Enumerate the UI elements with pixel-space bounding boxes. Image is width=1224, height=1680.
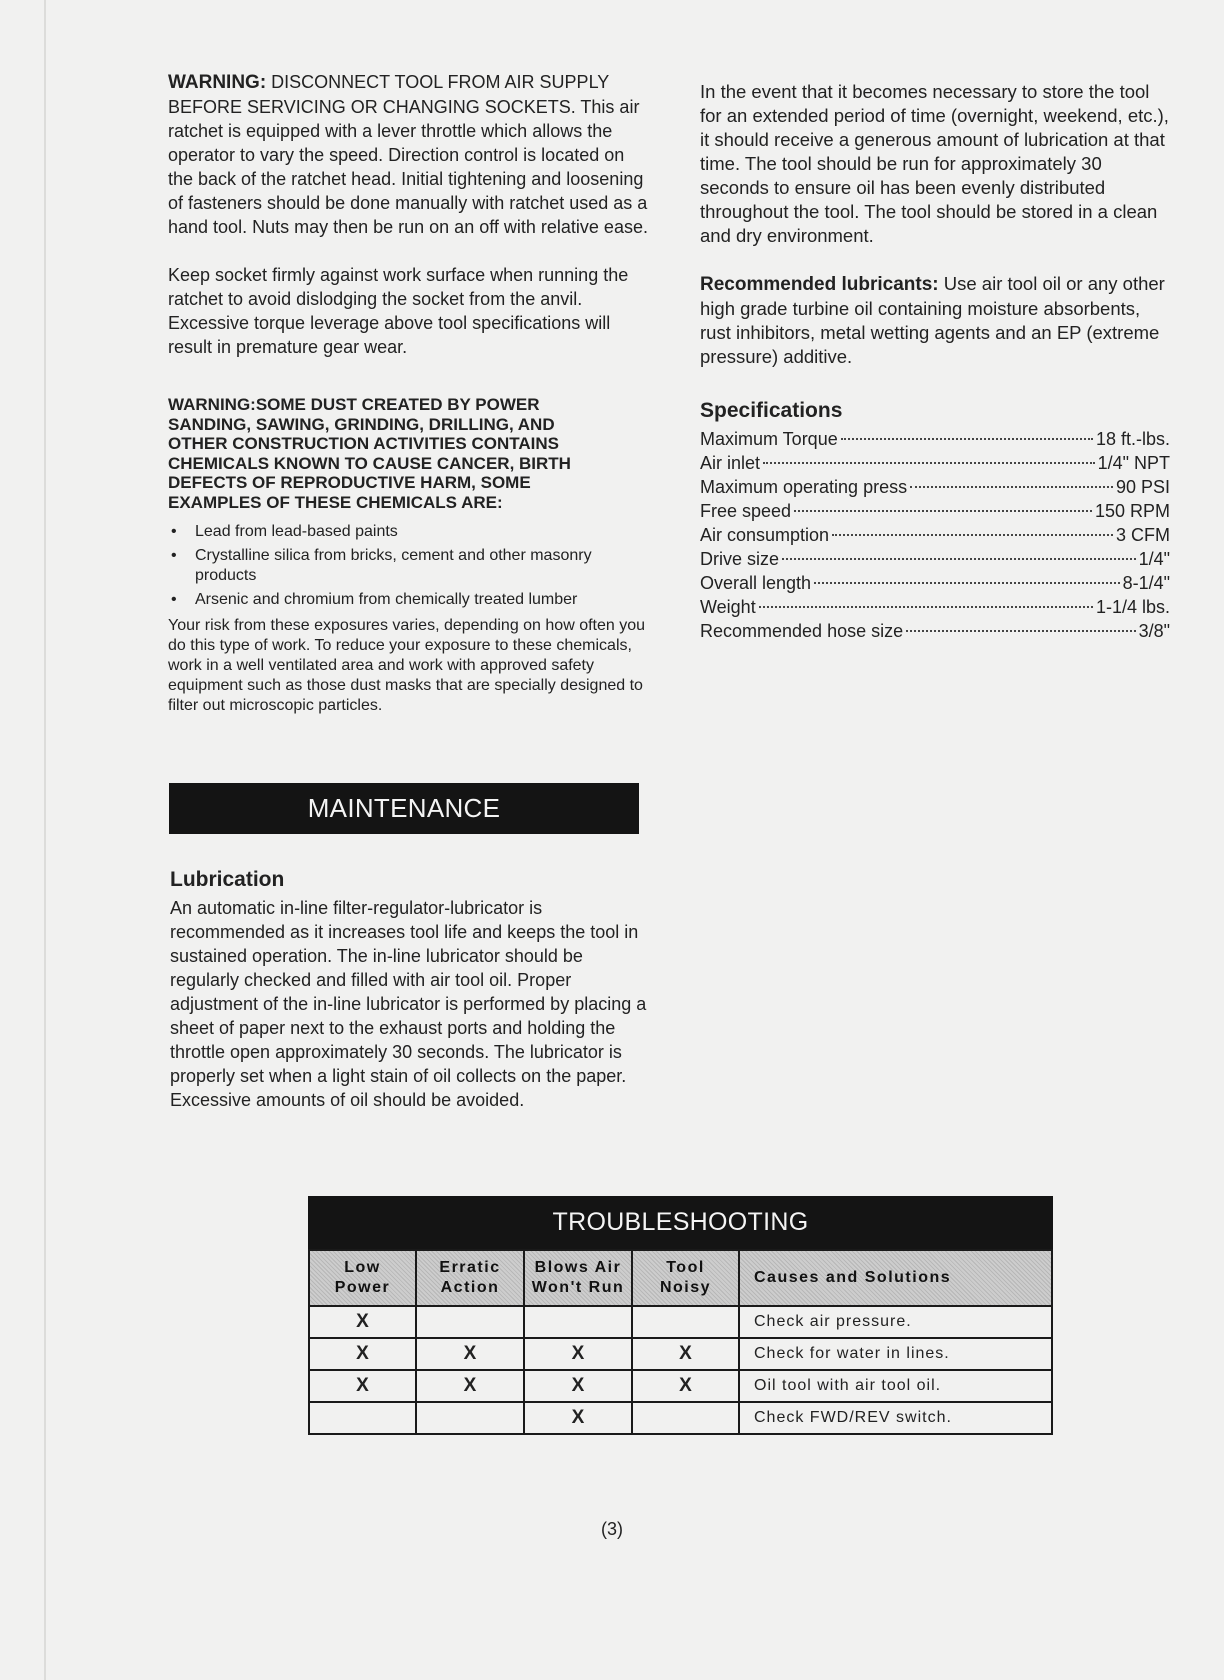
troubleshooting-table bbox=[308, 1249, 1053, 1435]
warning-paragraph bbox=[168, 70, 648, 239]
spec-value: 8-1/4" bbox=[1122, 573, 1170, 593]
table-cell: X bbox=[632, 1338, 739, 1370]
hazard-list bbox=[168, 522, 648, 610]
table-cell: X bbox=[416, 1338, 524, 1370]
spec-value: 150 RPM bbox=[1094, 501, 1170, 521]
bullet-icon: • bbox=[171, 591, 177, 608]
column-header: Erratic Action bbox=[416, 1250, 524, 1306]
spec-value: 3 CFM bbox=[1116, 525, 1170, 545]
spec-row bbox=[700, 619, 1170, 643]
dot-leader bbox=[759, 606, 1093, 608]
table-cell: X bbox=[632, 1370, 739, 1402]
spec-row bbox=[700, 427, 1170, 451]
hazard-item-text: Arsenic and chromium from chemically treated lumber bbox=[195, 591, 578, 608]
spec-row bbox=[700, 547, 1170, 571]
table-row bbox=[309, 1402, 1052, 1434]
troubleshooting-title: TROUBLESHOOTING bbox=[308, 1196, 1053, 1249]
spec-value: 1/4" NPT bbox=[1097, 453, 1170, 473]
solution-cell: Check for water in lines. bbox=[739, 1338, 1052, 1370]
spec-row bbox=[700, 451, 1170, 475]
spec-name: Weight bbox=[700, 597, 756, 617]
dot-leader bbox=[794, 510, 1092, 512]
warning-body-text: This air ratchet is equipped with a lever throttle which allows the operator to vary the speed. Direction control is located on the back of the ratchet head. Initial tightening and loosening of fasteners should be done manually with ratchet used as a hand tool. Nuts may then be run on an off with relative ease. bbox=[168, 97, 648, 237]
warning-caps-text: DISCONNECT TOOL FROM AIR SUPPLY BEFORE SERVICING OR CHANGING SOCKETS. bbox=[168, 72, 609, 117]
column-header: Blows Air Won't Run bbox=[524, 1250, 632, 1306]
hazard-warning-heading: WARNING:SOME DUST CREATED BY POWER SANDING, SAWING, GRINDING, DRILLING, AND OTHER CONSTRUCTION ACTIVITIES CONTAINS CHEMICALS KNOWN TO CAUSE CANCER, BIRTH DEFECTS OF REPRODUCTIVE HARM, SOME EXAMPLES OF THESE CHEMICALS ARE: bbox=[168, 395, 571, 512]
table-cell: X bbox=[309, 1306, 416, 1338]
lubricants-label: Recommended lubricants: bbox=[700, 274, 939, 295]
specifications-list bbox=[700, 427, 1170, 643]
table-cell: X bbox=[309, 1338, 416, 1370]
solution-cell: Check air pressure. bbox=[739, 1306, 1052, 1338]
spec-name: Air inlet bbox=[700, 453, 761, 473]
storage-paragraph: In the event that it becomes necessary to store the tool for an extended period of time (overnight, weekend, etc.), it should receive a generous amount of lubrication at that time. The tool should be run for approximately 30 seconds to ensure oil has been evenly distributed throughout the tool. The tool should be stored in a clean and dry environment. bbox=[700, 81, 1169, 246]
table-cell bbox=[632, 1402, 739, 1434]
page-fold-line bbox=[44, 0, 46, 1680]
spec-value: 1/4" bbox=[1138, 549, 1170, 569]
dot-leader bbox=[763, 462, 1095, 464]
specifications-title: Specifications bbox=[700, 399, 843, 422]
table-cell bbox=[416, 1306, 524, 1338]
lubrication-paragraph: An automatic in-line filter-regulator-lubricator is recommended as it increases tool life and keeps the tool in sustained operation. The in-line lubricator should be regularly checked and filled with air tool oil. Proper adjustment of the in-line lubricator is performed by placing a sheet of paper next to the exhaust ports and holding the throttle open approximately 30 seconds. The lubricator is properly set when a light stain of oil collects on the paper. Excessive amounts of oil should be avoided. bbox=[170, 898, 647, 1110]
lubrication-section bbox=[170, 868, 650, 1112]
hazard-item-text: Lead from lead-based paints bbox=[195, 523, 398, 540]
page-number: (3) bbox=[601, 1519, 623, 1539]
spec-name: Drive size bbox=[700, 549, 780, 569]
table-row bbox=[309, 1338, 1052, 1370]
table-cell: X bbox=[524, 1370, 632, 1402]
lubricants-paragraph bbox=[700, 272, 1170, 369]
dot-leader bbox=[782, 558, 1136, 560]
solution-cell: Check FWD/REV switch. bbox=[739, 1402, 1052, 1434]
table-cell: X bbox=[309, 1370, 416, 1402]
dot-leader bbox=[910, 486, 1113, 488]
table-cell bbox=[524, 1306, 632, 1338]
table-cell: X bbox=[524, 1402, 632, 1434]
lubricants-text: Use air tool oil or any other high grade turbine oil containing moisture absorbents, rust inhibitors, metal wetting agents and an EP (extreme pressure) additive. bbox=[700, 273, 1165, 367]
spec-row bbox=[700, 571, 1170, 595]
spec-row bbox=[700, 523, 1170, 547]
column-header: Tool Noisy bbox=[632, 1250, 739, 1306]
risk-paragraph: Your risk from these exposures varies, depending on how often you do this type of work. To reduce your exposure to these chemicals, work in a well ventilated area and work with approved safety equipment such as those dust masks that are specially designed to filter out microscopic particles. bbox=[168, 617, 646, 714]
solution-cell: Oil tool with air tool oil. bbox=[739, 1370, 1052, 1402]
dot-leader bbox=[814, 582, 1120, 584]
spec-value: 3/8" bbox=[1138, 621, 1170, 641]
table-cell bbox=[632, 1306, 739, 1338]
column-header: Low Power bbox=[309, 1250, 416, 1306]
hazard-item-text: Crystalline silica from bricks, cement and other masonry products bbox=[195, 547, 592, 584]
list-item bbox=[168, 522, 648, 542]
spec-value: 18 ft.-lbs. bbox=[1095, 429, 1170, 449]
spec-row bbox=[700, 595, 1170, 619]
spec-name: Maximum Torque bbox=[700, 429, 838, 449]
spec-row bbox=[700, 475, 1170, 499]
spec-name: Recommended hose size bbox=[700, 621, 904, 641]
maintenance-banner: MAINTENANCE bbox=[169, 783, 639, 834]
warning-label: WARNING: bbox=[168, 72, 267, 93]
table-header-row bbox=[309, 1250, 1052, 1306]
bullet-icon: • bbox=[171, 523, 177, 540]
lubrication-title: Lubrication bbox=[170, 868, 285, 891]
right-column bbox=[700, 80, 1170, 643]
causes-header: Causes and Solutions bbox=[739, 1250, 1052, 1306]
table-row bbox=[309, 1370, 1052, 1402]
bullet-icon: • bbox=[171, 547, 177, 564]
table-cell: X bbox=[416, 1370, 524, 1402]
spec-name: Overall length bbox=[700, 573, 812, 593]
spec-name: Free speed bbox=[700, 501, 792, 521]
spec-name: Air consumption bbox=[700, 525, 830, 545]
table-cell: X bbox=[524, 1338, 632, 1370]
dot-leader bbox=[841, 438, 1093, 440]
spec-value: 90 PSI bbox=[1115, 477, 1170, 497]
table-cell bbox=[309, 1402, 416, 1434]
list-item bbox=[168, 546, 648, 586]
list-item bbox=[168, 590, 648, 610]
spec-row bbox=[700, 499, 1170, 523]
dot-leader bbox=[906, 630, 1135, 632]
spec-name: Maximum operating press bbox=[700, 477, 908, 497]
left-column bbox=[168, 70, 648, 716]
dot-leader bbox=[832, 534, 1113, 536]
spec-value: 1-1/4 lbs. bbox=[1095, 597, 1170, 617]
troubleshooting-section bbox=[308, 1196, 1053, 1435]
table-row bbox=[309, 1306, 1052, 1338]
socket-paragraph: Keep socket firmly against work surface when running the ratchet to avoid dislodging the socket from the anvil. Excessive torque leverage above tool specifications will result in premature gear wear. bbox=[168, 265, 629, 357]
table-cell bbox=[416, 1402, 524, 1434]
